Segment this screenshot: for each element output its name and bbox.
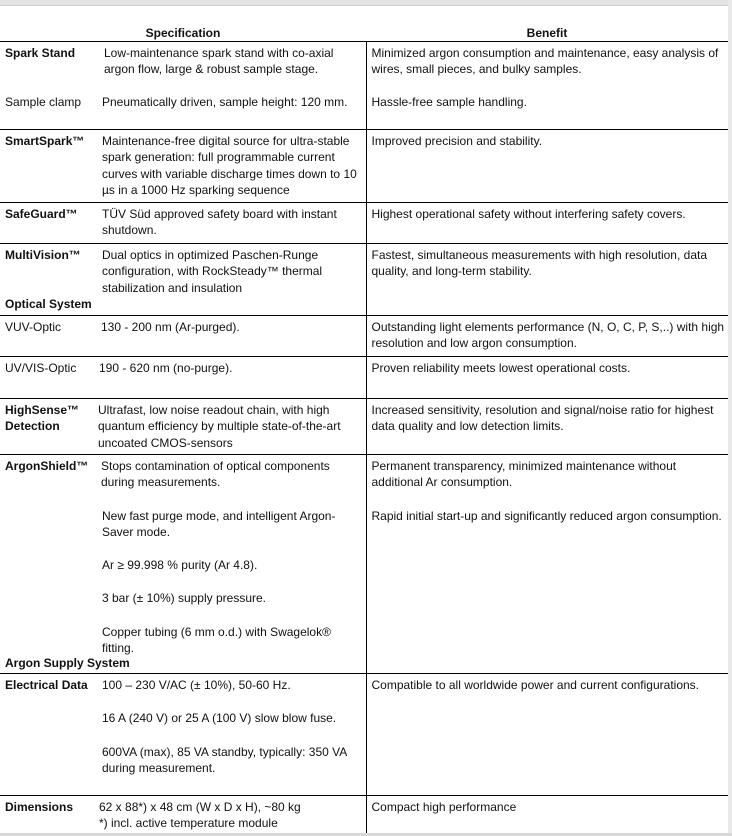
row-vuv-optic bbox=[0, 316, 728, 357]
row-highsense bbox=[0, 399, 728, 455]
benefit-text: Increased sensitivity, resolution and signal/noise ratio for highest data quality and low detection limits. bbox=[371, 403, 714, 434]
row-spark-stand bbox=[0, 42, 728, 130]
window-right-edge bbox=[728, 0, 732, 836]
row-argonshield bbox=[0, 455, 728, 674]
row-label: SafeGuard™ bbox=[5, 207, 78, 221]
row-label: MultiVision™ bbox=[5, 248, 81, 262]
row-label: ArgonShield™ bbox=[5, 459, 89, 473]
benefit-text: Fastest, simultaneous measurements with high resolution, data quality, and long-term stability. bbox=[371, 248, 708, 279]
section-label-argon-supply-system: Argon Supply System bbox=[5, 656, 130, 670]
row-label: Electrical Data bbox=[5, 678, 88, 692]
window-top-bar bbox=[0, 0, 732, 6]
section-label-optical-system: Optical System bbox=[5, 297, 92, 311]
row-electrical-data bbox=[0, 674, 728, 796]
benefit-text: Highest operational safety without interfering safety covers. bbox=[371, 207, 686, 221]
specification-table bbox=[0, 24, 728, 836]
header-benefit: Benefit bbox=[366, 24, 728, 42]
spec-text: Dual optics in optimized Paschen-Runge configuration, with RockSteady™ thermal stabilization and insulation bbox=[102, 248, 323, 295]
spec-text-2: 16 A (240 V) or 25 A (100 V) slow blow fuse. bbox=[102, 711, 337, 726]
spec-text-2: New fast purge mode, and intelligent Argon-Saver mode. bbox=[102, 508, 336, 539]
row-label: HighSense™ bbox=[5, 403, 80, 417]
benefit-text-2: Rapid initial start-up and significantly reduced argon consumption. bbox=[371, 508, 722, 523]
spec-text-3: 600VA (max), 85 VA standby, typically: 350 VA during measurement. bbox=[102, 744, 347, 775]
row-safeguard bbox=[0, 203, 728, 244]
row-label: VUV-Optic bbox=[5, 320, 62, 334]
row-multivision bbox=[0, 244, 728, 316]
spec-text: Maintenance-free digital source for ultra-stable spark generation: full programmable current curves with variable discharge times down to 10 µs in a 1000 Hz sparking sequence bbox=[102, 134, 357, 197]
row-dimensions bbox=[0, 796, 728, 836]
benefit-text: Compatible to all worldwide power and current configurations. bbox=[371, 678, 700, 692]
spec-text: TÜV Süd approved safety board with instant shutdown. bbox=[102, 207, 337, 238]
benefit-text: Outstanding light elements performance (N, O, C, P, S,..) with high resolution and low argon consumption. bbox=[371, 320, 725, 351]
row-label: UV/VIS-Optic bbox=[5, 361, 77, 375]
benefit-text: Minimized argon consumption and maintenance, easy analysis of wires, small pieces, and bulky samples. bbox=[371, 46, 719, 77]
benefit-text-1: Permanent transparency, minimized maintenance without additional Ar consumption. bbox=[371, 459, 677, 490]
spec-text-4: 3 bar (± 10%) supply pressure. bbox=[102, 591, 266, 606]
spec-text: Ultrafast, low noise readout chain, with high quantum efficiency by multiple state-of-the-art uncoated CMOS-sensors bbox=[98, 403, 341, 450]
sub-label: Sample clamp bbox=[5, 95, 82, 109]
spec-text: 190 - 620 nm (no-purge). bbox=[99, 361, 233, 375]
spec-text-3: Ar ≥ 99.998 % purity (Ar 4.8). bbox=[102, 558, 258, 573]
sub-benefit-text: Hassle-free sample handling. bbox=[371, 95, 527, 109]
spec-text-1: 62 x 88*) x 48 cm (W x D x H), ~80 kg bbox=[99, 800, 301, 814]
row-label: SmartSpark™ bbox=[5, 134, 85, 148]
row-label: Dimensions bbox=[5, 800, 74, 814]
row-label: Spark Stand bbox=[5, 46, 76, 60]
benefit-text: Compact high performance bbox=[371, 800, 517, 814]
row-label-line2: Detection bbox=[5, 419, 60, 433]
spec-text: 130 - 200 nm (Ar-purged). bbox=[101, 320, 240, 334]
header-specification: Specification bbox=[0, 24, 366, 42]
spec-text-1: 100 – 230 V/AC (± 10%), 50-60 Hz. bbox=[102, 678, 291, 692]
benefit-text: Improved precision and stability. bbox=[371, 134, 543, 148]
spec-text-5: Copper tubing (6 mm o.d.) with Swagelok® fitting. bbox=[102, 624, 331, 656]
spec-text: Low-maintenance spark stand with co-axial argon flow, large & robust sample stage. bbox=[104, 46, 334, 77]
spec-text-2: *) incl. active temperature module bbox=[99, 816, 278, 831]
benefit-text: Proven reliability meets lowest operational costs. bbox=[371, 361, 631, 375]
spec-text-1: Stops contamination of optical components during measurements. bbox=[101, 459, 330, 490]
sub-spec-text: Pneumatically driven, sample height: 120 mm. bbox=[102, 95, 348, 109]
row-smartspark bbox=[0, 130, 728, 203]
row-uvvis-optic bbox=[0, 357, 728, 399]
